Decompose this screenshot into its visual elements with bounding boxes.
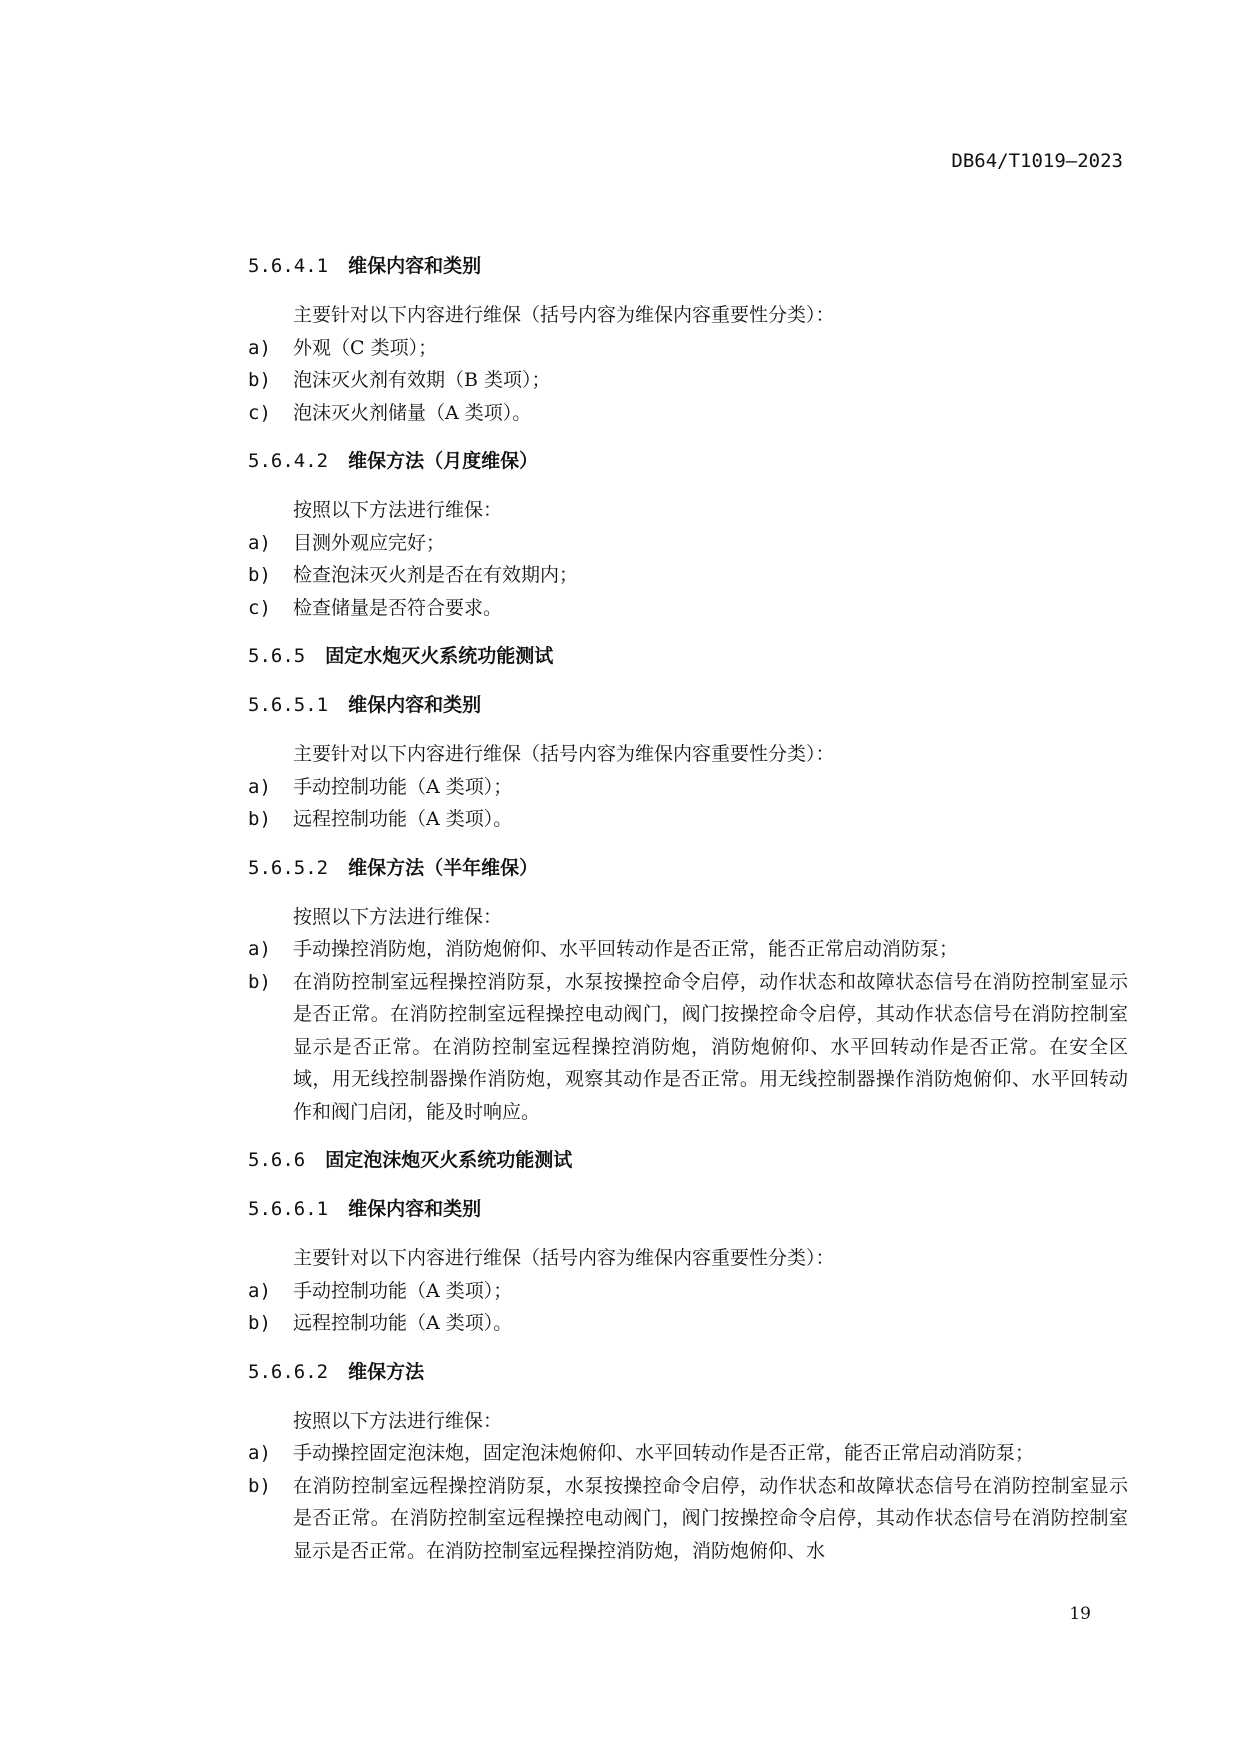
list-item-text: 远程控制功能（A 类项）。 <box>293 1312 513 1334</box>
list-item-text: 手动操控固定泡沫炮，固定泡沫炮俯仰、水平回转动作是否正常，能否正常启动消防泵； <box>293 1442 1035 1464</box>
item-list <box>248 332 1128 430</box>
list-item-text: 检查储量是否符合要求。 <box>293 596 503 619</box>
section-title: 维保内容和类别 <box>348 255 482 277</box>
section-title: 维保方法（月度维保） <box>348 450 539 472</box>
list-item-marker: a) <box>248 531 271 554</box>
document-body <box>248 250 1128 1583</box>
page-number: 19 <box>1069 1604 1091 1624</box>
section-number: 5.6.4.2 <box>248 450 329 472</box>
list-item <box>248 1470 1128 1568</box>
list-item-text: 在消防控制室远程操控消防泵，水泵按操控命令启停，动作状态和故障状态信号在消防控制室显示是否正常。在消防控制室远程操控电动阀门，阀门按操控命令启停，其动作状态信号在消防控制室显示是否正常。在消防控制室远程操控消防炮，消防炮俯仰、水 <box>293 1474 1128 1562</box>
list-item <box>248 1307 1128 1340</box>
item-list <box>248 933 1128 1128</box>
section-title: 固定泡沫炮灭火系统功能测试 <box>325 1149 573 1171</box>
intro-paragraph: 按照以下方法进行维保： <box>293 905 503 928</box>
list-item <box>248 592 1128 625</box>
list-item <box>248 933 1128 966</box>
list-item-marker: a) <box>248 1279 271 1302</box>
list-item-marker: b) <box>248 808 271 830</box>
section-number: 5.6.4.1 <box>248 255 329 277</box>
list-item <box>248 1437 1128 1470</box>
section-heading <box>248 689 1128 721</box>
list-item-marker: a) <box>248 1442 271 1464</box>
list-item-text: 目测外观应完好； <box>293 531 446 554</box>
list-item-text: 在消防控制室远程操控消防泵，水泵按操控命令启停，动作状态和故障状态信号在消防控制室显示是否正常。在消防控制室远程操控电动阀门，阀门按操控命令启停，其动作状态信号在消防控制室显示是否正常。在消防控制室远程操控消防炮，消防炮俯仰、水平回转动作是否正常。在安全区域，用无线控制器操作消防炮，观察其动作是否正常。用无线控制器操作消防炮俯仰、水平回转动作和阀门启闭，能及时响应。 <box>293 970 1128 1123</box>
section-title: 维保方法（半年维保） <box>348 856 539 879</box>
section-number: 5.6.5.1 <box>248 694 329 716</box>
list-item <box>248 771 1128 804</box>
item-list <box>248 771 1128 836</box>
section-number: 5.6.6.2 <box>248 1360 329 1383</box>
list-item-text: 手动控制功能（A 类项）； <box>293 775 513 798</box>
list-item-marker: c) <box>248 401 271 424</box>
intro-paragraph: 按照以下方法进行维保： <box>293 1409 503 1432</box>
section-number: 5.6.5.2 <box>248 856 329 879</box>
section-title: 维保内容和类别 <box>348 1198 482 1220</box>
list-item-marker: a) <box>248 775 271 798</box>
list-item <box>248 803 1128 836</box>
list-item <box>248 1275 1128 1308</box>
list-item-marker: b) <box>248 1312 271 1334</box>
list-item-marker: a) <box>248 336 271 359</box>
section-heading <box>248 250 1128 282</box>
list-item-marker: c) <box>248 596 271 619</box>
list-item-marker: b) <box>248 564 271 586</box>
section-number: 5.6.6.1 <box>248 1198 329 1220</box>
list-item-text: 泡沫灭火剂储量（A 类项）。 <box>293 401 532 424</box>
document-code: DB64/T1019—2023 <box>951 150 1123 172</box>
section-heading <box>248 1193 1128 1225</box>
list-item <box>248 397 1128 430</box>
list-item <box>248 364 1128 397</box>
list-item-text: 泡沫灭火剂有效期（B 类项）； <box>293 369 551 391</box>
section-heading <box>248 852 1128 884</box>
intro-paragraph: 主要针对以下内容进行维保（括号内容为维保内容重要性分类）： <box>293 304 835 326</box>
intro-paragraph: 主要针对以下内容进行维保（括号内容为维保内容重要性分类）： <box>293 743 835 765</box>
section-title: 维保内容和类别 <box>348 694 482 716</box>
list-item <box>248 527 1128 560</box>
list-item-text: 外观（C 类项）； <box>293 336 438 359</box>
list-item <box>248 332 1128 365</box>
list-item-marker: a) <box>248 938 271 960</box>
section-title: 固定水炮灭火系统功能测试 <box>325 645 554 667</box>
list-item-text: 检查泡沫灭火剂是否在有效期内； <box>293 564 579 586</box>
item-list <box>248 1275 1128 1340</box>
list-item-marker: b) <box>248 1474 271 1497</box>
section-title: 维保方法 <box>348 1360 425 1383</box>
intro-paragraph: 主要针对以下内容进行维保（括号内容为维保内容重要性分类）： <box>293 1247 835 1269</box>
section-heading <box>248 445 1128 477</box>
section-heading <box>248 1144 1128 1176</box>
intro-paragraph: 按照以下方法进行维保： <box>293 499 503 521</box>
section-heading <box>248 640 1128 672</box>
item-list <box>248 527 1128 625</box>
list-item-marker: b) <box>248 970 271 993</box>
list-item-text: 手动控制功能（A 类项）； <box>293 1279 513 1302</box>
list-item-text: 远程控制功能（A 类项）。 <box>293 808 513 830</box>
list-item-marker: b) <box>248 369 271 391</box>
list-item <box>248 559 1128 592</box>
section-number: 5.6.5 <box>248 645 306 667</box>
item-list <box>248 1437 1128 1567</box>
list-item-text: 手动操控消防炮，消防炮俯仰、水平回转动作是否正常，能否正常启动消防泵； <box>293 938 959 960</box>
section-heading <box>248 1356 1128 1388</box>
section-number: 5.6.6 <box>248 1149 306 1171</box>
list-item <box>248 966 1128 1129</box>
